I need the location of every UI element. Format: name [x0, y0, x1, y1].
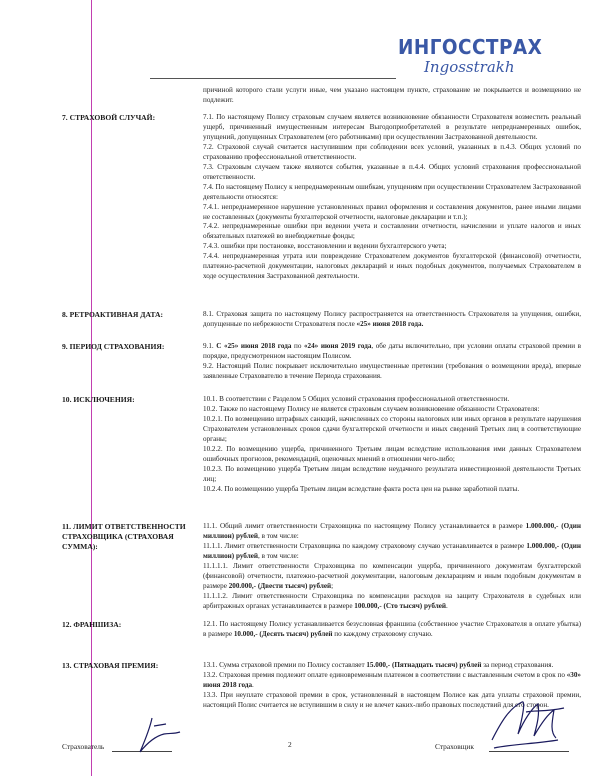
total-limit: 1.000.000,- (Один миллион) рублей: [203, 522, 581, 540]
period-start: С «25» июня 2018 года: [216, 342, 292, 350]
clause-13-3: 13.3. При неуплате страховой премии в срок, установленный в настоящем Полисе как дата уплаты страховой премии, настоящий Полис считается не вступившим в силу и не влечет каких-либо правовых последствий для его сторон.: [203, 690, 581, 709]
header-rule: [150, 78, 396, 79]
section-title: 9. ПЕРИОД СТРАХОВАНИЯ:: [62, 342, 165, 351]
clause-11-1-1-2: 11.1.1.2. Лимит ответственности Страховщика по компенсации расходов на защиту Страхователя в судебных или арбитражных органах устанавливается в размере 100.000,- (Сто тысяч) рублей.: [203, 591, 581, 610]
section-title: 12. ФРАНШИЗА:: [62, 620, 122, 629]
clause-8-1: 8.1. Страховая защита по настоящему Полису распространяется на ответственность Страхователя за упущения, ошибки, допущенные по небрежности Страхователя после «25» июня 2018 года.: [203, 310, 581, 328]
clause-7-4-1: 7.4.1. непреднамеренное нарушение установленных правил оформления и составления документов, ранее иными лицами не составленных (документы бухгалтерской отчетности, налоговые декларации и т.п.);: [203, 202, 581, 221]
insurer-signature: [482, 690, 572, 756]
clause-13-2: 13.2. Страховая премия подлежит оплате единовременным платежом в соответствии с выставленным счетом в срок по «30» июня 2018 года.: [203, 670, 581, 689]
logo-wordmark: ИНГОССТРАХ: [398, 35, 543, 59]
clause-7-4-3: 7.4.3. ошибки при постановке, восстановлении и ведении бухгалтерского учета;: [203, 242, 447, 251]
clause-7-2: 7.2. Страховой случай считается наступившим при соблюдении всех условий, указанных в п.4.3. Общих условий по страхованию профессиональной ответственности.: [203, 142, 581, 161]
clause-7-4-4: 7.4.4. непреднамеренная утрата или повреждение Страхователем документов бухгалтерской (финансовой) отчетности, платежно-расчетной документации, налоговых деклараций и иных подобных документов, получаемых Страхователем в ходе осуществления Застрахованной деятельности.: [203, 252, 581, 281]
insurer-signature-label: Страховщик: [435, 742, 474, 751]
clause-7-4: 7.4. По настоящему Полису к непреднамеренным ошибкам, упущениям при осуществлении Страхователем Застрахованной деятельности относятся:: [203, 182, 581, 201]
clause-10-2-4: 10.2.4. По возмещению ущерба Третьим лицам вследствие факта роста цен на рынке заработной платы.: [203, 484, 520, 493]
clause-10-2-2: 10.2.2. По возмещению ущерба, причиненного Третьим лицам вследствие использования ими данных Страхователем ошибочных прогнозов, рекомендаций, оценочных мнений в отношении чего-либо;: [203, 444, 581, 463]
company-logo: [398, 36, 558, 86]
insured-signature-label: Страхователь: [62, 742, 105, 751]
clause-12-1: 12.1. По настоящему Полису устанавливается безусловная франшиза (собственное участие Страхователя в оплате убытка) в размере 10.000,- (Десять тысяч) рублей по каждому страховому случаю.: [203, 620, 581, 638]
page-footer: [62, 736, 582, 758]
documents-limit: 200.000,- (Двести тысяч) рублей: [228, 581, 332, 590]
deductible-amount: 10.000,- (Десять тысяч) рублей: [233, 629, 333, 638]
clause-10-2: 10.2. Также по настоящему Полису не является страховым случаем возникновение обязанности Страхователя:: [203, 404, 540, 413]
clause-10-2-1: 10.2.1. По возмещению штрафных санкций, начисленных со стороны налоговых или иных органов в результате нарушения Страхователем установленных сроков сдачи бухгалтерской отчетности и иных сведений Третьих лиц в соответствующие органы;: [203, 414, 581, 443]
clause-11-1-1: 11.1.1. Лимит ответственности Страховщика по каждому страховому случаю устанавливается в размере 1.000.000,- (Один миллион) рублей, в том числе:: [203, 541, 581, 560]
premium-amount: 15.000,- (Пятнадцать тысяч) рублей: [366, 661, 482, 669]
clause-11-1-1-1: 11.1.1.1. Лимит ответственности Страховщика по компенсации ущерба, причиненного документам бухгалтерской (финансовой) отчетности, платежно-расчетной документации, налоговым декларациям и иным подобным документам в размере 200.000,- (Двести тысяч) рублей;: [203, 561, 581, 590]
premium-due-date: «30» июня 2018 года: [203, 670, 581, 689]
clause-7-1: 7.1. По настоящему Полису страховым случаем является возникновение обязанности Страхователя возместить реальный ущерб, причиненный имущественным интересам Выгодоприобретателей в результате непреднамеренных ошибок, упущений, допущенных Страхователем (его работниками) при осуществлении Застрахованной деятельности.: [203, 113, 581, 141]
clause-7-3: 7.3. Страховым случаем также являются события, указанные в п.4.4. Общих условий страхования профессиональной ответственности.: [203, 162, 581, 181]
clause-9-2: 9.2. Настоящий Полис покрывает исключительно имущественные претензии (требования о возмещении вреда), впервые заявленные Страхователю в течение Периода страхования.: [203, 361, 581, 380]
clause-10-2-3: 10.2.3. По возмещению ущерба Третьим лицам вследствие неудачного результата инвестиционной деятельности Третьих лиц;: [203, 464, 581, 483]
clause-7-4-2: 7.4.2. непреднамеренные ошибки при ведении учета и составлении отчетности, начислении и уплате налогов и иных обязательных платежей во внебюджетные фонды;: [203, 222, 581, 241]
clause-11-1: 11.1. Общий лимит ответственности Страховщика по настоящему Полису устанавливается в размере 1.000.000,- (Один миллион) рублей, в том числе:: [203, 522, 581, 540]
section-title: 13. СТРАХОВАЯ ПРЕМИЯ:: [62, 661, 159, 670]
clause-9-1: 9.1. С «25» июня 2018 года по «24» июня 2019 года, обе даты включительно, при условии оплаты страховой премии в порядке, предусмотренном настоящим Полисом.: [203, 342, 581, 360]
period-end: «24» июня 2019 года: [303, 342, 372, 350]
section-title: 8. РЕТРОАКТИВНАЯ ДАТА:: [62, 310, 164, 319]
page-number: 2: [288, 740, 292, 749]
clause-13-1: 13.1. Сумма страховой премии по Полису составляет 15.000,- (Пятнадцать тысяч) рублей за период страхования.: [203, 661, 554, 669]
section-title: 11. ЛИМИТ ОТВЕТСТВЕННОСТИ СТРАХОВЩИКА (СТРАХОВАЯ СУММА):: [62, 522, 186, 551]
defense-limit: 100.000,- (Сто тысяч) рублей: [354, 601, 447, 610]
per-event-limit: 1.000.000,- (Один миллион) рублей: [203, 541, 581, 560]
intro-text: причиной которого стали услуги иные, чем указано настоящем пункте, страхование не покрывается и возмещению не подлежит.: [203, 86, 581, 104]
section-title: 7. СТРАХОВОЙ СЛУЧАЙ:: [62, 113, 156, 122]
section-title: 10. ИСКЛЮЧЕНИЯ:: [62, 395, 135, 404]
retro-date: «25» июня 2018 года.: [356, 319, 424, 328]
insured-signature: [134, 716, 182, 756]
logo-script-wordmark: Ingosstrakh: [424, 58, 515, 76]
clause-10-1: 10.1. В соответствии с Разделом 5 Общих условий страхования профессиональной ответственности.: [203, 395, 510, 403]
